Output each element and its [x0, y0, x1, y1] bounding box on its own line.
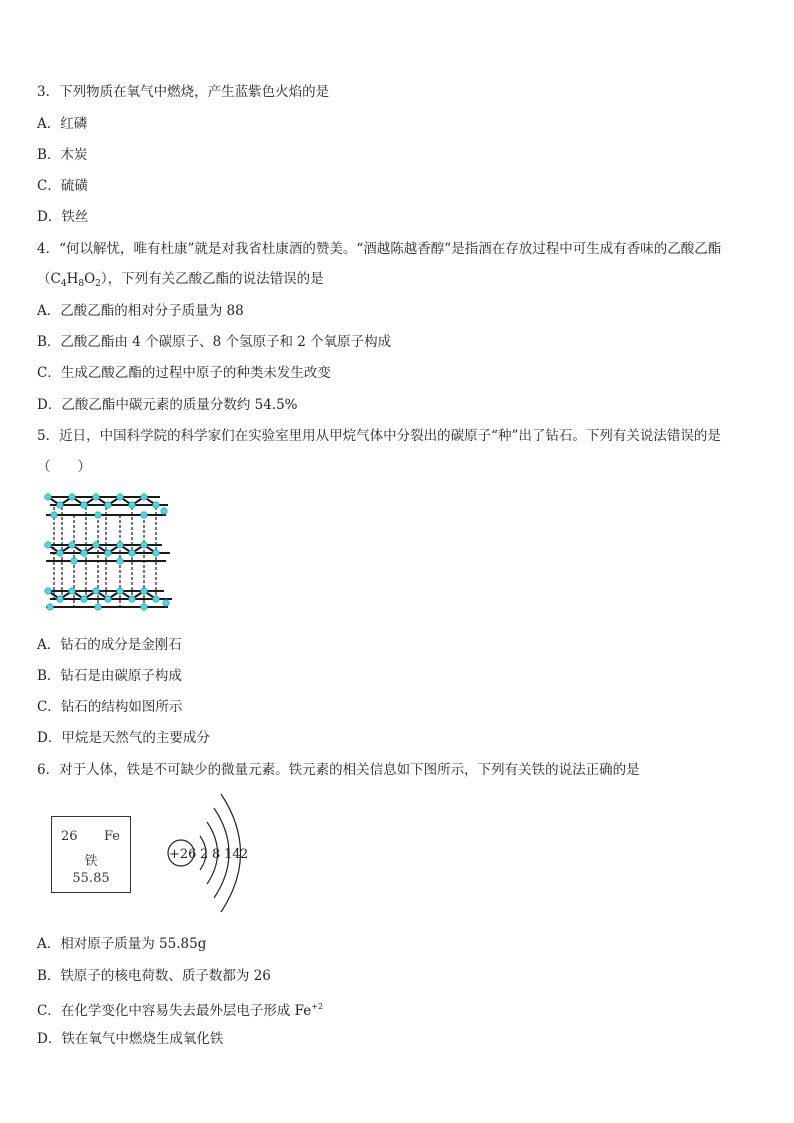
q4-option-a: A．乙酸乙酯的相对分子质量为 88 — [37, 303, 244, 319]
q5-option-c: C．钻石的结构如图所示 — [37, 699, 183, 715]
q4-formula-open: （C — [37, 271, 61, 287]
q5-option-d: D．甲烷是天然气的主要成分 — [37, 730, 210, 746]
q6-option-a: A．相对原子质量为 55.85g — [37, 936, 207, 952]
q6-option-c-text: C．在化学变化中容易失去最外层电子形成 Fe — [37, 1003, 312, 1019]
element-name: 铁 — [84, 854, 98, 869]
q5-option-b: B．钻石是由碳原子构成 — [37, 668, 182, 684]
q4-stem-line2 — [37, 270, 324, 293]
q4-option-c: C．生成乙酸乙酯的过程中原子的种类未发生改变 — [37, 365, 331, 381]
q4-formula-o-count: 2 — [95, 279, 101, 289]
q3-option-a: A．红磷 — [37, 116, 88, 132]
q3-option-b: B．木炭 — [37, 147, 88, 163]
element-atomic-mass: 55.85 — [72, 871, 110, 886]
element-symbol: Fe — [103, 829, 120, 844]
shell-4-electrons: 2 — [240, 847, 249, 862]
q6-stem: 6．对于人体，铁是不可缺少的微量元素。铁元素的相关信息如下图所示，下列有关铁的说法正确的是 — [37, 762, 640, 778]
q4-stem-line1: 4．“何以解忧，唯有杜康”就是对我省杜康酒的赞美。“酒越陈越香醇”是指酒在存放过程中可生成有香味的乙酸乙酯 — [37, 241, 722, 257]
q3-option-c: C．硫磺 — [37, 178, 88, 194]
q6-option-c — [37, 998, 323, 1020]
shell-1-electrons: 2 — [200, 847, 209, 862]
q5-option-a: A．钻石的成分是金刚石 — [37, 637, 182, 653]
q4-option-b: B．乙酸乙酯由 4 个碳原子、8 个氢原子和 2 个氧原子构成 — [37, 334, 392, 350]
element-card-iron — [51, 816, 131, 893]
q6-option-b: B．铁原子的核电荷数、质子数都为 26 — [37, 968, 271, 984]
q5-stem-line2: （ ） — [37, 459, 91, 475]
shell-2-electrons: 8 — [212, 847, 221, 862]
q4-stem-rest: ），下列有关乙酸乙酯的说法错误的是 — [100, 271, 324, 287]
shell-3-electrons: 14 — [224, 847, 241, 862]
atom-nucleus-charge: +26 — [169, 847, 197, 862]
q4-formula-c-count: 4 — [60, 279, 67, 289]
q4-formula-h: H — [66, 271, 79, 287]
q6-option-d: D．铁在氧气中燃烧生成氧化铁 — [37, 1031, 224, 1047]
q3-stem: 3．下列物质在氧气中燃烧，产生蓝紫色火焰的是 — [37, 84, 330, 100]
iron-atom-structure-diagram — [160, 792, 260, 916]
q4-formula-o: O — [84, 271, 96, 287]
q4-formula-h-count: 8 — [78, 279, 85, 289]
diamond-structure-figure — [40, 487, 176, 613]
q4-option-d: D．乙酸乙酯中碳元素的质量分数约 54.5% — [37, 397, 298, 413]
q6-option-c-charge: +2 — [311, 1002, 324, 1011]
element-atomic-number: 26 — [61, 829, 78, 844]
q5-stem-line1: 5．近日，中国科学院的科学家们在实验室里用从甲烷气体中分裂出的碳原子“种”出了钻石。下列有关说法错误的是 — [37, 428, 721, 444]
q3-option-d: D．铁丝 — [37, 209, 89, 225]
